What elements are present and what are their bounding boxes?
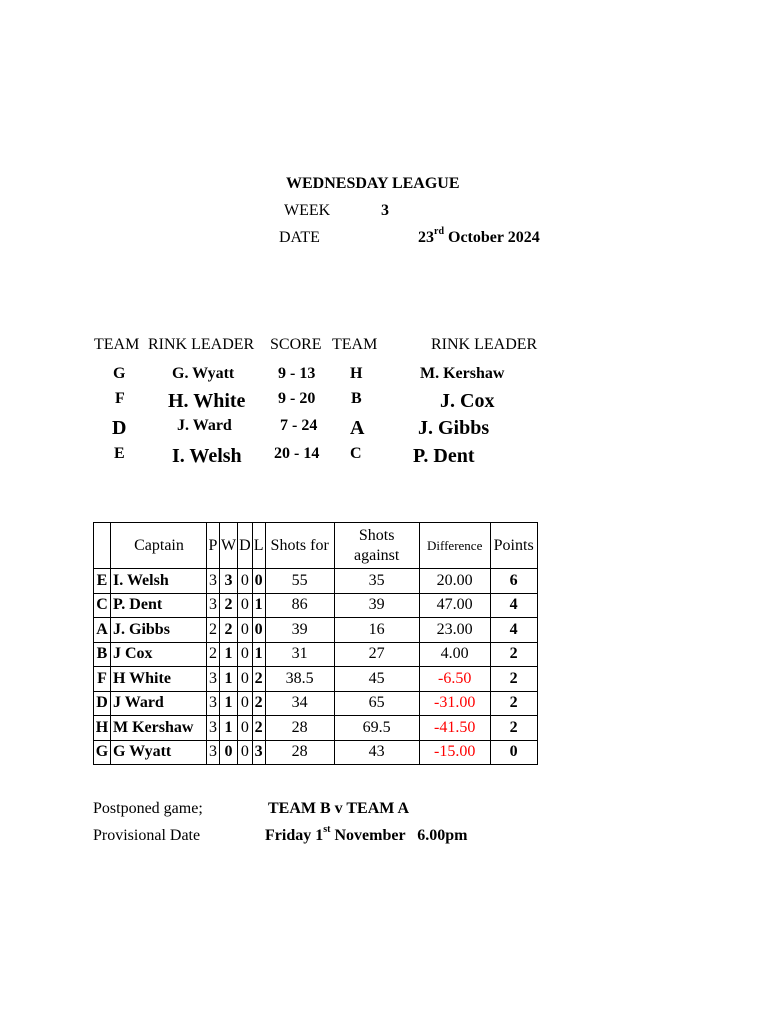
- fixture-row: [0, 445, 768, 471]
- shots-for-cell: 31: [265, 642, 334, 667]
- drawn-cell: 0: [238, 691, 253, 716]
- league-table: [93, 522, 538, 765]
- fixture-leader1: H. White: [168, 390, 246, 412]
- fixture-leader1: I. Welsh: [172, 445, 242, 467]
- table-row: [94, 642, 538, 667]
- header-captain: Captain: [111, 523, 207, 569]
- header-difference: Difference: [419, 523, 490, 569]
- difference-cell: 47.00: [419, 593, 490, 618]
- header-played: P: [207, 523, 220, 569]
- fixture-team2: C: [350, 445, 362, 462]
- played-cell: 3: [207, 691, 220, 716]
- table-row: [94, 593, 538, 618]
- header-lost: L: [252, 523, 265, 569]
- table-header-row: [94, 523, 538, 569]
- played-cell: 3: [207, 740, 220, 765]
- fixture-team1: F: [115, 390, 125, 407]
- points-cell: 6: [490, 569, 537, 594]
- captain-cell: J Ward: [111, 691, 207, 716]
- fixture-leader1: J. Ward: [177, 417, 232, 434]
- table-row: [94, 667, 538, 692]
- lost-cell: 2: [252, 716, 265, 741]
- captain-cell: H White: [111, 667, 207, 692]
- team-cell: B: [94, 642, 111, 667]
- difference-cell: -6.50: [419, 667, 490, 692]
- won-cell: 1: [220, 642, 238, 667]
- won-cell: 2: [220, 618, 238, 643]
- fixture-leader2: P. Dent: [413, 445, 475, 467]
- provisional-date-label: Provisional Date: [93, 827, 201, 844]
- shots-for-cell: 28: [265, 716, 334, 741]
- fixture-team2: H: [350, 365, 363, 382]
- lost-cell: 2: [252, 667, 265, 692]
- played-cell: 3: [207, 593, 220, 618]
- fixture-team1: E: [114, 445, 125, 462]
- team-cell: D: [94, 691, 111, 716]
- shots-against-cell: 69.5: [334, 716, 419, 741]
- won-cell: 1: [220, 667, 238, 692]
- difference-cell: 20.00: [419, 569, 490, 594]
- shots-for-cell: 39: [265, 618, 334, 643]
- fixtures-col-leader2: RINK LEADER: [431, 336, 538, 353]
- drawn-cell: 0: [238, 667, 253, 692]
- header-points: Points: [490, 523, 537, 569]
- fixture-row: [0, 365, 768, 391]
- fixtures-col-score: SCORE: [270, 336, 322, 353]
- drawn-cell: 0: [238, 642, 253, 667]
- shots-for-cell: 55: [265, 569, 334, 594]
- fixture-leader2: J. Cox: [440, 390, 495, 412]
- captain-cell: P. Dent: [111, 593, 207, 618]
- table-row: [94, 716, 538, 741]
- shots-for-cell: 28: [265, 740, 334, 765]
- fixture-score: 20 - 14: [274, 445, 320, 462]
- table-row: [94, 618, 538, 643]
- captain-cell: M Kershaw: [111, 716, 207, 741]
- header-team: [94, 523, 111, 569]
- fixture-team1: G: [113, 365, 126, 382]
- points-cell: 4: [490, 618, 537, 643]
- points-cell: 2: [490, 667, 537, 692]
- header-won: W: [220, 523, 238, 569]
- points-cell: 4: [490, 593, 537, 618]
- difference-cell: -15.00: [419, 740, 490, 765]
- played-cell: 2: [207, 642, 220, 667]
- played-cell: 3: [207, 716, 220, 741]
- played-cell: 2: [207, 618, 220, 643]
- provisional-date-value: Friday 1st November 6.00pm: [265, 824, 468, 844]
- league-title: WEDNESDAY LEAGUE: [286, 175, 460, 192]
- shots-against-cell: 27: [334, 642, 419, 667]
- shots-against-cell: 35: [334, 569, 419, 594]
- won-cell: 2: [220, 593, 238, 618]
- lost-cell: 1: [252, 593, 265, 618]
- captain-cell: J. Gibbs: [111, 618, 207, 643]
- team-cell: E: [94, 569, 111, 594]
- won-cell: 1: [220, 716, 238, 741]
- team-cell: H: [94, 716, 111, 741]
- team-cell: F: [94, 667, 111, 692]
- team-cell: A: [94, 618, 111, 643]
- team-cell: G: [94, 740, 111, 765]
- drawn-cell: 0: [238, 740, 253, 765]
- shots-against-cell: 16: [334, 618, 419, 643]
- fixtures-col-team2: TEAM: [332, 336, 378, 353]
- difference-cell: -41.50: [419, 716, 490, 741]
- table-row: [94, 691, 538, 716]
- played-cell: 3: [207, 569, 220, 594]
- points-cell: 2: [490, 716, 537, 741]
- fixture-score: 9 - 13: [278, 365, 316, 382]
- team-cell: C: [94, 593, 111, 618]
- points-cell: 2: [490, 642, 537, 667]
- postponed-match: TEAM B v TEAM A: [268, 800, 410, 817]
- lost-cell: 0: [252, 618, 265, 643]
- drawn-cell: 0: [238, 569, 253, 594]
- shots-against-cell: 65: [334, 691, 419, 716]
- table-row: [94, 740, 538, 765]
- drawn-cell: 0: [238, 618, 253, 643]
- shots-for-cell: 86: [265, 593, 334, 618]
- fixtures-col-team1: TEAM: [94, 336, 140, 353]
- points-cell: 0: [490, 740, 537, 765]
- fixtures-col-leader1: RINK LEADER: [148, 336, 255, 353]
- fixture-leader2: J. Gibbs: [418, 417, 490, 439]
- difference-cell: 23.00: [419, 618, 490, 643]
- difference-cell: -31.00: [419, 691, 490, 716]
- header-shots-for: Shots for: [265, 523, 334, 569]
- points-cell: 2: [490, 691, 537, 716]
- played-cell: 3: [207, 667, 220, 692]
- date-label: DATE: [279, 229, 320, 246]
- shots-for-cell: 34: [265, 691, 334, 716]
- difference-cell: 4.00: [419, 642, 490, 667]
- header-shots-against: Shots against: [334, 523, 419, 569]
- drawn-cell: 0: [238, 716, 253, 741]
- shots-for-cell: 38.5: [265, 667, 334, 692]
- fixture-leader1: G. Wyatt: [172, 365, 235, 382]
- date-value: 23rd October 2024: [418, 226, 540, 246]
- shots-against-cell: 45: [334, 667, 419, 692]
- fixture-score: 7 - 24: [280, 417, 318, 434]
- header-drawn: D: [238, 523, 253, 569]
- week-value: 3: [381, 202, 389, 219]
- lost-cell: 1: [252, 642, 265, 667]
- fixture-score: 9 - 20: [278, 390, 316, 407]
- fixture-team2: A: [350, 417, 365, 439]
- lost-cell: 2: [252, 691, 265, 716]
- postponed-label: Postponed game;: [93, 800, 203, 817]
- captain-cell: G Wyatt: [111, 740, 207, 765]
- captain-cell: I. Welsh: [111, 569, 207, 594]
- won-cell: 3: [220, 569, 238, 594]
- fixture-row: [0, 390, 768, 416]
- lost-cell: 0: [252, 569, 265, 594]
- fixture-leader2: M. Kershaw: [420, 365, 505, 382]
- lost-cell: 3: [252, 740, 265, 765]
- fixture-row: [0, 417, 768, 443]
- table-row: [94, 569, 538, 594]
- fixture-team2: B: [351, 390, 362, 407]
- drawn-cell: 0: [238, 593, 253, 618]
- shots-against-cell: 39: [334, 593, 419, 618]
- fixture-team1: D: [112, 417, 127, 439]
- won-cell: 1: [220, 691, 238, 716]
- week-label: WEEK: [284, 202, 331, 219]
- won-cell: 0: [220, 740, 238, 765]
- shots-against-cell: 43: [334, 740, 419, 765]
- captain-cell: J Cox: [111, 642, 207, 667]
